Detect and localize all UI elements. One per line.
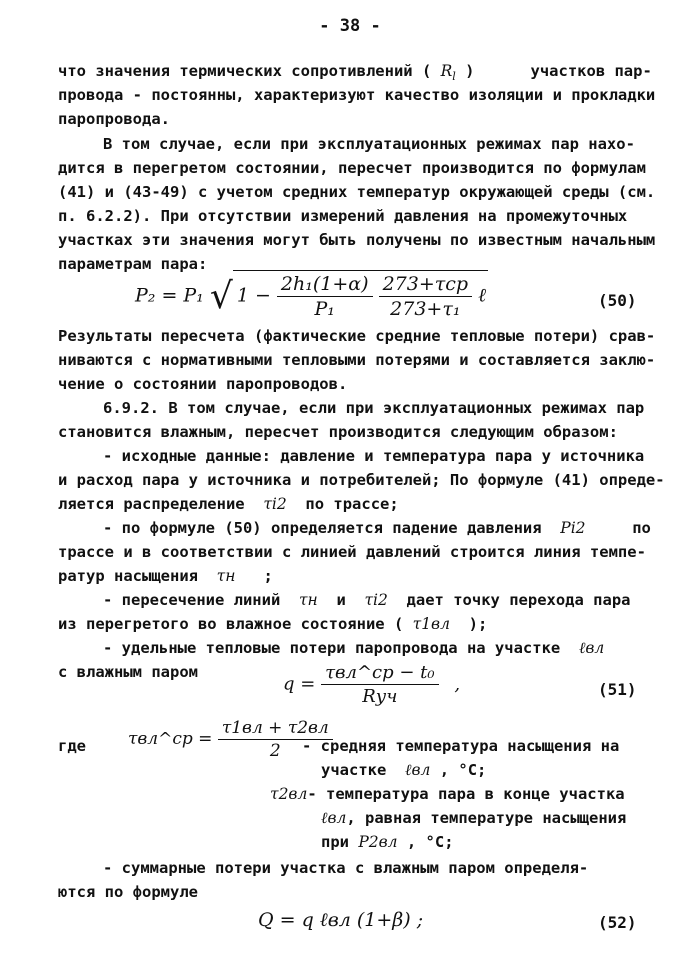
where-def1-line1: - средняя температура насыщения на [302, 737, 620, 755]
page-number: - 38 - [319, 16, 381, 36]
where-def2-line2: ℓвл, равная температуре насыщения [321, 809, 627, 827]
symbol-R: $R_l$ [440, 62, 456, 84]
where-definition-formula: τвл^cp = $\frac{\tau 1вл + \tau 2вл}{2}$ [128, 718, 333, 761]
where-def2-line3: при P2вл , °С; [321, 833, 454, 851]
para1-line2: провода - постоянны, характеризуют качество изоляции и прокладки [58, 86, 656, 104]
para3-line3: чение о состоянии паропроводов. [58, 375, 348, 393]
where-def1-line2: участке ℓвл , °С; [321, 761, 487, 779]
para2-line2: дится в перегретом состоянии, пересчет производится по формулам [58, 159, 646, 177]
para4-line1: 6.9.2. В том случае, если при эксплуатационных режимах пар [103, 399, 645, 417]
para4-line2: становится влажным, пересчет производится следующим образом: [58, 423, 618, 441]
equation-51-number: (51) [598, 680, 637, 699]
para1-line3: паропровода. [58, 110, 170, 128]
para2-line5: участках эти значения могут быть получены по известным начальным [58, 231, 656, 249]
para3-line1: Результаты пересчета (фактические средние тепловые потери) срав- [58, 327, 656, 345]
equation-50: P₂ = P₁ √ 1 − $\frac{\text{2h₁(1+α)}}{\text{P₁}}$ $\frac{\text{273+τcp}}{\text{273+τ₁}}$ ℓ [135, 270, 488, 320]
para3-line2: ниваются с нормативными тепловыми потерями и составляется заклю- [58, 351, 656, 369]
item4-line2: с влажным паром [58, 663, 198, 681]
item4-line1: - удельные тепловые потери паропровода на участке ℓвл [103, 639, 605, 657]
item3-line1: - пересечение линий τн и τi2 дает точку перехода пара [103, 591, 631, 609]
equation-50-number: (50) [598, 291, 637, 310]
item2-line2: трассе и в соответствии с линией давлений строится линия темпе- [58, 543, 646, 561]
equation-51: q = $\frac{\text{τвл\textasciicircum{}cp − t₀}}{\text{Rуч}}$ , [283, 662, 461, 707]
where-def2-line1: τ2вл- температура пара в конце участка [270, 785, 625, 803]
para2-line1: В том случае, если при эксплуатационных режимах пар нахо- [103, 135, 635, 153]
para2-line6: параметрам пара: [58, 255, 208, 273]
para5-line1: - суммарные потери участка с влажным паром определя- [103, 859, 589, 877]
item2-line3: ратур насыщения τн ; [58, 567, 273, 585]
item1-line2: и расход пара у источника и потребителей; По формуле (41) опреде- [58, 471, 665, 489]
para2-line4: п. 6.2.2). При отсутствии измерений давления на промежуточных [58, 207, 628, 225]
item1-line1: - исходные данные: давление и температура пара у источника [103, 447, 645, 465]
item1-line3: ляется распределение τi2 по трассе; [58, 495, 399, 513]
para1-line1: что значения термических сопротивлений ( $R_l$ ) участков пар- [58, 62, 652, 84]
item2-line1: - по формуле (50) определяется падение давления Pi2 по [103, 519, 651, 537]
equation-52-number: (52) [598, 913, 637, 932]
equation-52: Q = q ℓвл (1+β) ; [258, 909, 424, 931]
para2-line3: (41) и (43-49) с учетом средних температур окружающей среды (см. [58, 183, 656, 201]
item3-line2: из перегретого во влажное состояние ( τ1вл ); [58, 615, 488, 633]
where-word: где [58, 737, 86, 755]
para5-line2: ются по формуле [58, 883, 198, 901]
